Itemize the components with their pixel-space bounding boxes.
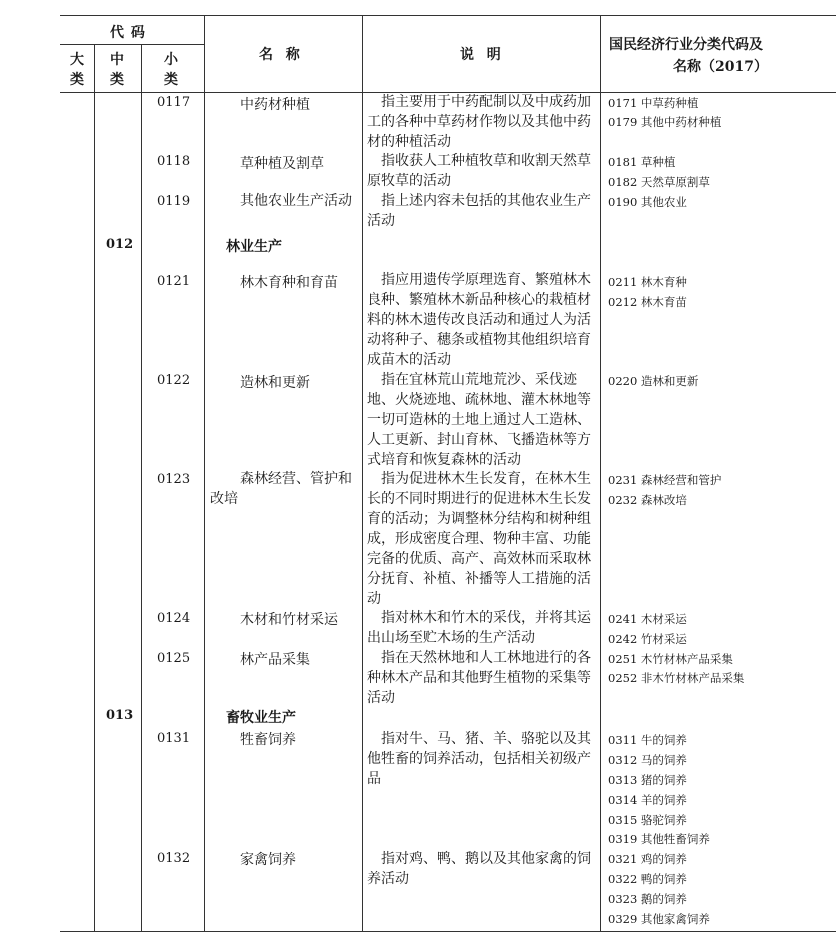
- header-major: 大 类: [70, 52, 85, 88]
- row-code: 0123: [157, 472, 191, 487]
- gb-item: 0322 鸭的饲养: [608, 872, 687, 886]
- group-name: 畜牧业生产: [226, 710, 296, 726]
- gb-item: 0323 鹅的饲养: [608, 892, 687, 906]
- header-medium: 中 类: [110, 52, 125, 88]
- row-name: 林木育种和育苗: [240, 275, 338, 291]
- group-name: 林业生产: [226, 239, 282, 255]
- col-divider-3: [204, 15, 205, 931]
- row-desc: 指对林木和竹木的采伐，并将其运出山场至贮木场的生产活动: [367, 610, 591, 646]
- table-bottom-rule: [60, 931, 836, 932]
- row-name: 木材和竹材采运: [240, 612, 338, 628]
- row-desc: 指上述内容未包括的其他农业生产活动: [367, 193, 591, 229]
- gb-item: 0252 非木竹材林产品采集: [608, 671, 745, 685]
- gb-item: 0232 森林改培: [608, 493, 687, 507]
- group-code: 012: [106, 237, 134, 252]
- header-gb-line1: 国民经济行业分类代码及: [609, 37, 763, 53]
- row-code: 0124: [157, 611, 191, 626]
- gb-item: 0241 木材采运: [608, 612, 687, 626]
- header-name: 名 称: [259, 47, 301, 63]
- row-name: 家禽饲养: [240, 852, 296, 868]
- row-name: 森林经营、管护和改培: [210, 471, 352, 507]
- row-code: 0119: [157, 194, 191, 209]
- row-code: 0132: [157, 851, 191, 866]
- row-desc: 指主要用于中药配制以及中成药加工的各种中草药材作物以及其他中药材的种植活动: [367, 94, 591, 150]
- gb-item: 0314 羊的饲养: [608, 793, 687, 807]
- row-desc: 指在宜林荒山荒地荒沙、采伐迹地、火烧迹地、疏林地、灌木林地等一切可造林的土地上通过人工造林、人工更新、封山育林、飞播造林等方式培育和恢复森林的活动: [367, 372, 591, 468]
- row-desc: 指对牛、马、猪、羊、骆驼以及其他牲畜的饲养活动，包括相关初级产品: [367, 731, 591, 787]
- row-desc: 指在天然林地和人工林地进行的各种林木产品和其他野生植物的采集等活动: [367, 650, 591, 706]
- row-code: 0122: [157, 373, 191, 388]
- header-desc: 说 明: [460, 47, 502, 63]
- row-code: 0118: [157, 154, 191, 169]
- code-group-rule: [60, 44, 204, 45]
- gb-item: 0179 其他中药材种植: [608, 115, 722, 129]
- gb-item: 0311 牛的饲养: [608, 733, 687, 747]
- gb-item: 0211 林木育种: [608, 275, 687, 289]
- header-code-group: 代 码: [110, 25, 146, 41]
- gb-item: 0181 草种植: [608, 155, 676, 169]
- row-code: 0117: [157, 95, 191, 110]
- row-name: 其他农业生产活动: [240, 193, 352, 209]
- row-name: 牲畜饲养: [240, 732, 296, 748]
- row-desc: 指对鸡、鸭、鹅以及其他家禽的饲养活动: [367, 851, 591, 887]
- gb-item: 0251 木竹材林产品采集: [608, 652, 733, 666]
- row-name: 造林和更新: [240, 375, 310, 391]
- header-gb-line2: 名称（2017）: [673, 59, 768, 75]
- gb-item: 0315 骆驼饲养: [608, 813, 687, 827]
- gb-item: 0190 其他农业: [608, 195, 687, 209]
- gb-item: 0231 森林经营和管护: [608, 473, 722, 487]
- gb-item: 0329 其他家禽饲养: [608, 912, 710, 926]
- row-name: 中药材种植: [240, 97, 310, 113]
- row-code: 0121: [157, 274, 191, 289]
- gb-item: 0242 竹材采运: [608, 632, 687, 646]
- gb-item: 0319 其他牲畜饲养: [608, 832, 710, 846]
- group-code: 013: [106, 708, 134, 723]
- gb-item: 0313 猪的饲养: [608, 773, 687, 787]
- table-top-rule: [60, 15, 836, 16]
- gb-item: 0182 天然草原割草: [608, 175, 710, 189]
- row-name: 草种植及割草: [240, 156, 324, 172]
- gb-item: 0312 马的饲养: [608, 753, 687, 767]
- gb-item: 0171 中草药种植: [608, 96, 699, 110]
- gb-item: 0212 林木育苗: [608, 295, 687, 309]
- row-code: 0131: [157, 731, 191, 746]
- row-code: 0125: [157, 651, 191, 666]
- row-desc: 指收获人工种植牧草和收割天然草原牧草的活动: [367, 153, 591, 189]
- gb-item: 0321 鸡的饲养: [608, 852, 687, 866]
- row-desc: 指应用遗传学原理选育、繁殖林木良种、繁殖林木新品种核心的栽植材料的林木遗传改良活动和通过人为活动将种子、穗条或植物其他组织培育成苗木的活动: [367, 272, 591, 368]
- row-name: 林产品采集: [240, 652, 310, 668]
- header-minor: 小 类: [164, 52, 179, 88]
- col-divider-2: [141, 44, 142, 931]
- col-divider-1: [94, 44, 95, 931]
- col-divider-4: [362, 15, 363, 931]
- gb-item: 0220 造林和更新: [608, 374, 699, 388]
- row-desc: 指为促进林木生长发育，在林木生长的不同时期进行的促进林木生长发育的活动；为调整林分结构和树种组成，形成密度合理、物种丰富、功能完备的优质、高产、高效林而采取林分抚育、补植、补播等人工措施的活动: [367, 471, 591, 607]
